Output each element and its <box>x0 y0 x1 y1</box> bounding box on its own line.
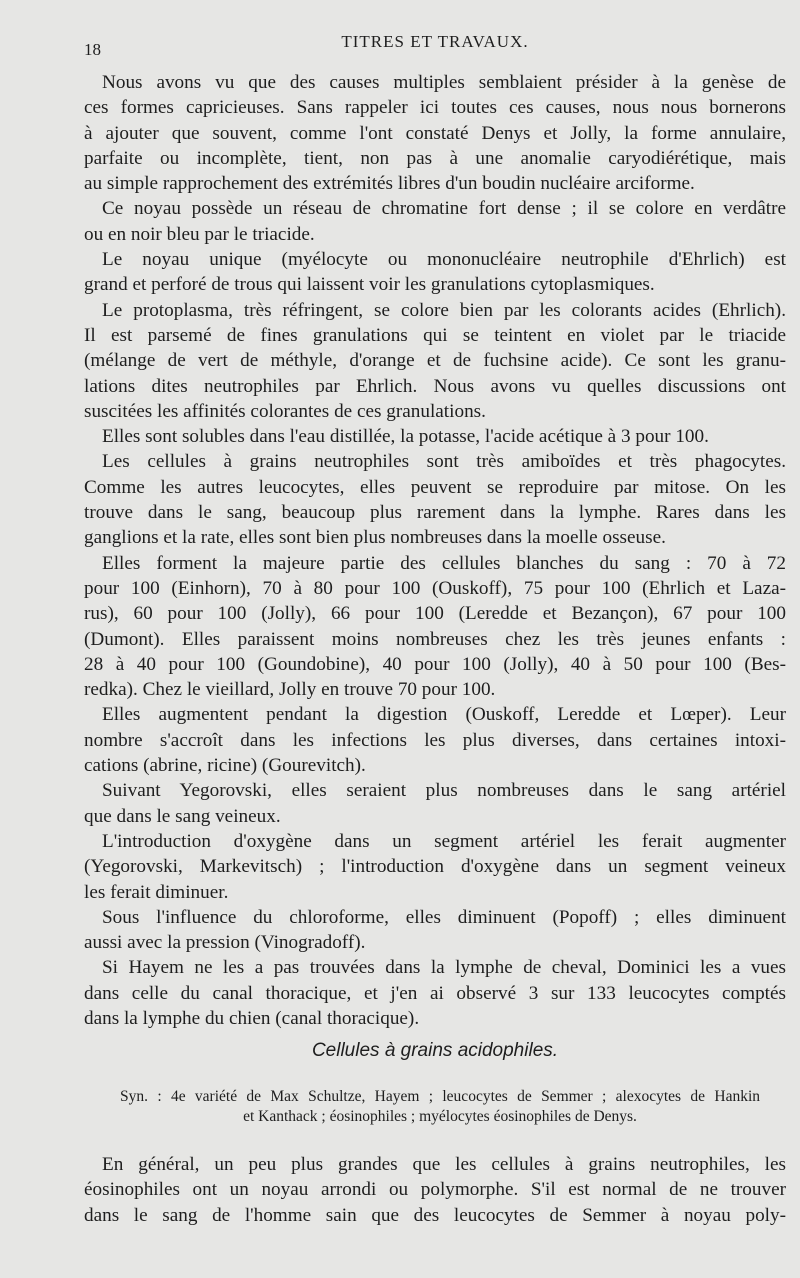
text-line: redka). Chez le vieillard, Jolly en trouve 70 pour 100. <box>84 679 496 701</box>
text-line: (Yegorovski, Markevitsch) ; l'introduction d'oxygène dans un segment veineux <box>84 856 786 878</box>
paragraph <box>84 247 786 298</box>
paragraph <box>84 424 786 449</box>
text-line: 28 à 40 pour 100 (Goundobine), 40 pour 100 (Jolly), 40 à 50 pour 100 (Bes- <box>84 653 786 675</box>
text-line: dans la lymphe du chien (canal thoracique). <box>84 1007 420 1029</box>
text-line: L'introduction d'oxygène dans un segment artériel les ferait augmenter <box>102 830 786 852</box>
text-line: rus), 60 pour 100 (Jolly), 66 pour 100 (Leredde et Bezançon), 67 pour 100 <box>84 603 786 625</box>
text-line: cations (abrine, ricine) (Gourevitch). <box>84 755 366 777</box>
text-line: Elles forment la majeure partie des cellules blanches du sang : 70 à 72 <box>102 552 786 574</box>
paragraph <box>84 1152 786 1228</box>
text-line: ces formes capricieuses. Sans rappeler ici toutes ces causes, nous nous bornerons <box>84 97 786 119</box>
text-line: Si Hayem ne les a pas trouvées dans la lymphe de cheval, Dominici les a vues <box>102 957 786 979</box>
text-line: nombre s'accroît dans les infections les plus diverses, dans certaines intoxi- <box>84 729 786 751</box>
text-line: Il est parsemé de fines granulations qui se teintent en violet par le triacide <box>84 324 786 346</box>
section-heading: Cellules à grains acidophiles. <box>311 1040 559 1061</box>
text-line: à ajouter que souvent, comme l'ont constaté Denys et Jolly, la forme annulaire, <box>84 122 786 144</box>
text-line: éosinophiles ont un noyau arrondi ou polymorphe. S'il est normal de ne trouver <box>84 1179 786 1201</box>
text-line: Le noyau unique (myélocyte ou mononucléaire neutrophile d'Ehrlich) est <box>102 249 786 271</box>
text-line: Ce noyau possède un réseau de chromatine fort dense ; il se colore en verdâtre <box>102 198 786 220</box>
text-line: au simple rapprochement des extrémités libres d'un boudin nucléaire arciforme. <box>84 173 695 195</box>
text-line: (Dumont). Elles paraissent moins nombreuses chez les très jeunes enfants : <box>84 628 786 650</box>
text-line: (mélange de vert de méthyle, d'orange et de fuchsine acide). Ce sont les granu- <box>84 350 786 372</box>
text-line: Nous avons vu que des causes multiples semblaient présider à la genèse de <box>102 72 786 93</box>
text-line: parfaite ou incomplète, tient, non pas à une anomalie caryodiérétique, mais <box>84 147 786 169</box>
text-line: que dans le sang veineux. <box>84 805 281 827</box>
synonyms-line: Syn. : 4e variété de Max Schultze, Hayem ; leucocytes de Semmer ; alexocytes de Hankin <box>120 1088 760 1105</box>
text-line: lations dites neutrophiles par Ehrlich. Nous avons vu quelles discussions ont <box>84 375 786 397</box>
text-line: les ferait diminuer. <box>84 881 229 903</box>
text-line: dans le sang de l'homme sain que des leucocytes de Semmer à noyau poly- <box>84 1204 786 1226</box>
text-line: Elles augmentent pendant la digestion (Ouskoff, Leredde et Lœper). Leur <box>102 704 786 726</box>
text-line: suscitées les affinités colorantes de ces granulations. <box>84 400 486 422</box>
text-line: dans celle du canal thoracique, et j'en ai observé 3 sur 133 leucocytes comptés <box>84 982 786 1004</box>
text-line: ganglions et la rate, elles sont bien plus nombreuses dans la moelle osseuse. <box>84 527 666 549</box>
paragraph <box>84 551 786 703</box>
running-title: TITRES ET TRAVAUX. <box>341 32 529 51</box>
page-header <box>84 32 786 58</box>
paragraph <box>84 196 786 247</box>
page-number: 18 <box>84 40 101 59</box>
synonyms-line: et Kanthack ; éosinophiles ; myélocytes éosinophiles de Denys. <box>243 1108 637 1125</box>
text-line: Sous l'influence du chloroforme, elles diminuent (Popoff) ; elles diminuent <box>102 906 786 928</box>
paragraph <box>84 905 786 956</box>
paragraph <box>84 449 786 550</box>
text-line: Comme les autres leucocytes, elles peuvent se reproduire par mitose. On les <box>84 476 786 498</box>
paragraph <box>84 702 786 778</box>
body-text-continued <box>84 1152 786 1228</box>
paragraph <box>84 955 786 1031</box>
paragraph <box>84 298 786 424</box>
paragraph <box>84 70 786 196</box>
text-line: En général, un peu plus grandes que les cellules à grains neutrophiles, les <box>102 1154 786 1175</box>
paragraph <box>84 829 786 905</box>
text-line: pour 100 (Einhorn), 70 à 80 pour 100 (Ouskoff), 75 pour 100 (Ehrlich et Laza- <box>84 577 786 599</box>
paragraph <box>84 778 786 829</box>
body-text <box>84 70 786 1031</box>
text-line: grand et perforé de trous qui laissent voir les granulations cytoplasmiques. <box>84 274 655 296</box>
synonyms-note <box>120 1087 760 1127</box>
text-line: trouve dans le sang, beaucoup plus rarement dans la lymphe. Rares dans les <box>84 502 786 524</box>
text-line: aussi avec la pression (Vinogradoff). <box>84 932 366 954</box>
text-line: Suivant Yegorovski, elles seraient plus nombreuses dans le sang artériel <box>102 780 786 802</box>
text-line: Elles sont solubles dans l'eau distillée, la potasse, l'acide acétique à 3 pour 100. <box>102 426 709 448</box>
text-line: ou en noir bleu par le triacide. <box>84 223 315 245</box>
text-line: Le protoplasma, très réfringent, se colore bien par les colorants acides (Ehrlich). <box>102 299 786 321</box>
text-line: Les cellules à grains neutrophiles sont très amiboïdes et très phagocytes. <box>102 451 786 473</box>
